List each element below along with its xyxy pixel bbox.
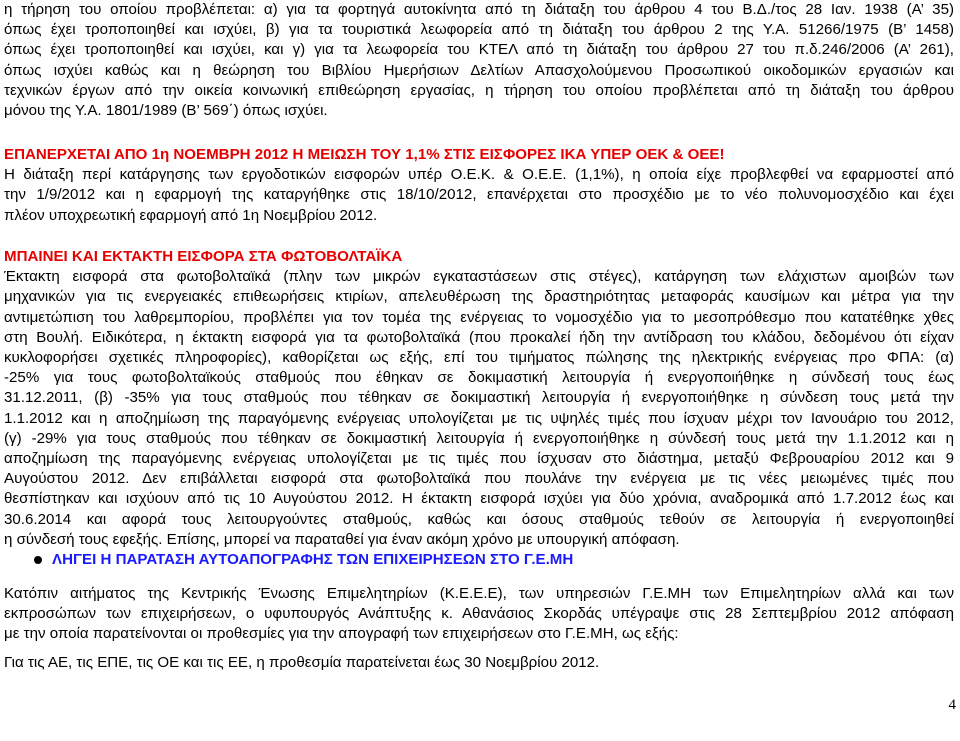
section-heading-oek-oee: ΕΠΑΝΕΡΧΕΤΑΙ ΑΠΟ 1η ΝΟΕΜΒΡΗ 2012 Η ΜΕΙΩΣΗ ΤΟΥ 1,1% ΣΤΙΣ ΕΙΣΦΟΡΕΣ ΙΚΑ ΥΠΕΡ ΟΕΚ & ΟΕΕ! — [4, 146, 725, 163]
text-line: όπως έχει τροποποιηθεί και ισχύει, β) για τα τουριστικά λεωφορεία από τη διάταξη του άρθρου 2 της Υ.Α. 51266/1975 (Β’ 1458) — [4, 21, 954, 39]
bullet-icon — [34, 556, 42, 564]
section-heading-gemi: ΛΗΓΕΙ Η ΠΑΡΑΤΑΣΗ ΑΥΤΟΑΠΟΓΡΑΦΗΣ ΤΩΝ ΕΠΙΧΕΙΡΗΣΕΩΝ ΣΤΟ Γ.Ε.ΜΗ — [52, 551, 574, 568]
section-photovoltaics — [4, 247, 954, 550]
text-line: κυκλοφορήσει σχετικές πληροφορίες), καθορίζεται ως εξής, επί του τιμήματος πώλησης της ηλεκτρικής ενέργειας προ ΦΠΑ: (α) — [4, 349, 954, 367]
section-oek-oee — [4, 145, 954, 226]
text-line: μηχανικών για τις ενεργειακές επιθεωρήσεις κτιρίων, απελευθέρωση της δραστηριότητας μεταφοράς καυσίμων και μέτρα για την — [4, 288, 954, 306]
text-line: αντιμετώπιση του λαθρεμπορίου, προβλέπει για τον τομέα της ενέργειας το νομοσχέδιο για το μεσοπρόθεσμο που κατατέθηκε χθες — [4, 308, 954, 326]
page-number: 4 — [948, 697, 956, 713]
text-line: η σύνδεσή τους εφεξής. Επίσης, μπορεί να παραταθεί για έναν ακόμη χρόνο με υπουργική απόφαση. — [4, 530, 680, 548]
intro-paragraph — [4, 0, 954, 121]
text-line: Κατόπιν αιτήματος της Κεντρικής Ένωσης Επιμελητηρίων (Κ.Ε.Ε.Ε), των υπηρεσιών Γ.Ε.ΜΗ των Επιμελητηρίων αλλά και των — [4, 585, 954, 602]
text-line: την 1/9/2012 και η εφαρμογή της καταργήθηκε στις 18/10/2012, επανέρχεται στο προσχέδιο με το νέο πολυνομοσχέδιο και έχει — [4, 186, 954, 204]
text-line: η τήρηση του οποίου προβλέπεται: α) για τα φορτηγά αυτοκίνητα από τη διάταξη του άρθρου 4 του Β.Δ./τος 28 Ιαν. 1938 (Α’ 35) — [4, 1, 954, 18]
text-line: πλέον υποχρεωτική εφαρμογή από 1η Νοεμβρίου 2012. — [4, 206, 378, 224]
text-line: με την οποία παρατείνονται οι προθεσμίες για την απογραφή των επιχειρήσεων στο Γ.Ε.ΜΗ, ως εξής: — [4, 625, 679, 643]
text-line: θεσπίστηκαν και ισχύουν από τις 10 Αυγούστου 2012. Η έκτακτη εισφορά ισχύει για δύο χρόνια, αναδρομικά από 1.7.2012 έως και — [4, 490, 954, 508]
text-line: στη Βουλή. Ειδικότερα, η έκτακτη εισφορά για τα φωτοβολταϊκά (που προκαλεί ήδη την αντίδραση του κλάδου, δεδομένου ότι είχαν — [4, 328, 954, 346]
section-heading-photovoltaics: ΜΠΑΙΝΕΙ ΚΑΙ ΕΚΤΑΚΤΗ ΕΙΣΦΟΡΑ ΣΤΑ ΦΩΤΟΒΟΛΤΑΪΚΑ — [4, 248, 403, 265]
text-line: Η διάταξη περί κατάργησης των εργοδοτικών εισφορών υπέρ Ο.Ε.Κ. & Ο.Ε.Ε. (1,1%), η οποία είχε προβλεφθεί να εφαρμοστεί από — [4, 166, 954, 184]
bullet-item-gemi — [4, 550, 954, 570]
gemi-deadline-paragraph — [4, 653, 954, 673]
text-line: 31.12.2011, (β) -35% για τους σταθμούς που τέθηκαν σε δοκιμαστική λειτουργία ή ενεργοποιήθηκε η σύνδεση τους μετά την — [4, 389, 954, 407]
text-line: -25% για τους φωτοβολταϊκούς σταθμούς που έθηκαν σε δοκιμαστική λειτουργία ή ενεργοποιήθηκε η σύνδεσή τους έως — [4, 369, 954, 387]
text-line: Για τις ΑΕ, τις ΕΠΕ, τις ΟΕ και τις ΕΕ, η προθεσμία παρατείνεται έως 30 Νοεμβρίου 2012. — [4, 654, 600, 671]
text-line: αποζημίωση της παραγόμενης ενέργειας υπολογίζεται με τις τιμές που ίσχυσαν στο διάστημα, μεταξύ Φεβρουαρίου 2012 και 9 — [4, 450, 954, 468]
text-line: εκπροσώπων των επιχειρήσεων, ο υφυπουργός Ανάπτυξης κ. Αθανάσιος Σκορδάς υπέγραψε στις 28 Σεπτεμβρίου 2012 απόφαση — [4, 605, 954, 623]
section-gemi — [4, 584, 954, 645]
text-line: όπως ισχύει καθώς και η θεώρηση του Βιβλίου Ημερήσιων Δελτίων Απασχολούμενου Προσωπικού οικοδομικών εργασιών και — [4, 61, 954, 79]
text-line: 1.1.2012 και η αποζημίωση της παραγόμενης ενέργειας υπολογίζεται με τις υψηλές τιμές που ίσχυαν μέχρι τον Ιανουάριο του 2012, — [4, 409, 954, 427]
text-line: 30.6.2014 και αφορά τους λειτουργούντες σταθμούς, καθώς και όσους σταθμούς τεθούν σε λειτουργία ή ενεργοποιηθεί — [4, 510, 954, 528]
text-line: Έκτακτη εισφορά στα φωτοβολταϊκά (πλην των μικρών εγκαταστάσεων στις στέγες), κατάργηση των ελάχιστων αμοιβών των — [4, 268, 954, 286]
text-line: τεχνικών έργων από την οικεία κοινωνική επιθεώρηση εργασίας, η τήρηση του οποίου προβλέπεται από τη διάταξη του άρθρου — [4, 81, 954, 99]
text-line: όπως έχει τροποποιηθεί και ισχύει, και γ) για τα λεωφορεία του ΚΤΕΛ από τη διάταξη του άρθρου 27 του π.δ.246/2006 (Α’ 261), — [4, 41, 954, 59]
text-line: Αυγούστου 2012. Δεν επιβάλλεται εισφορά στα φωτοβολταϊκά που πουλάνε την ενέργεια με τις νέες μειωμένες τιμές που — [4, 470, 954, 488]
text-line: (γ) -29% για τους σταθμούς που τέθηκαν σε δοκιμαστική λειτουργία ή ενεργοποιήθηκε η σύνδεσή τους μετά την 1.1.2012 και η — [4, 429, 954, 447]
text-line: μόνου της Υ.Α. 1801/1989 (Β’ 569΄) όπως ισχύει. — [4, 102, 328, 120]
